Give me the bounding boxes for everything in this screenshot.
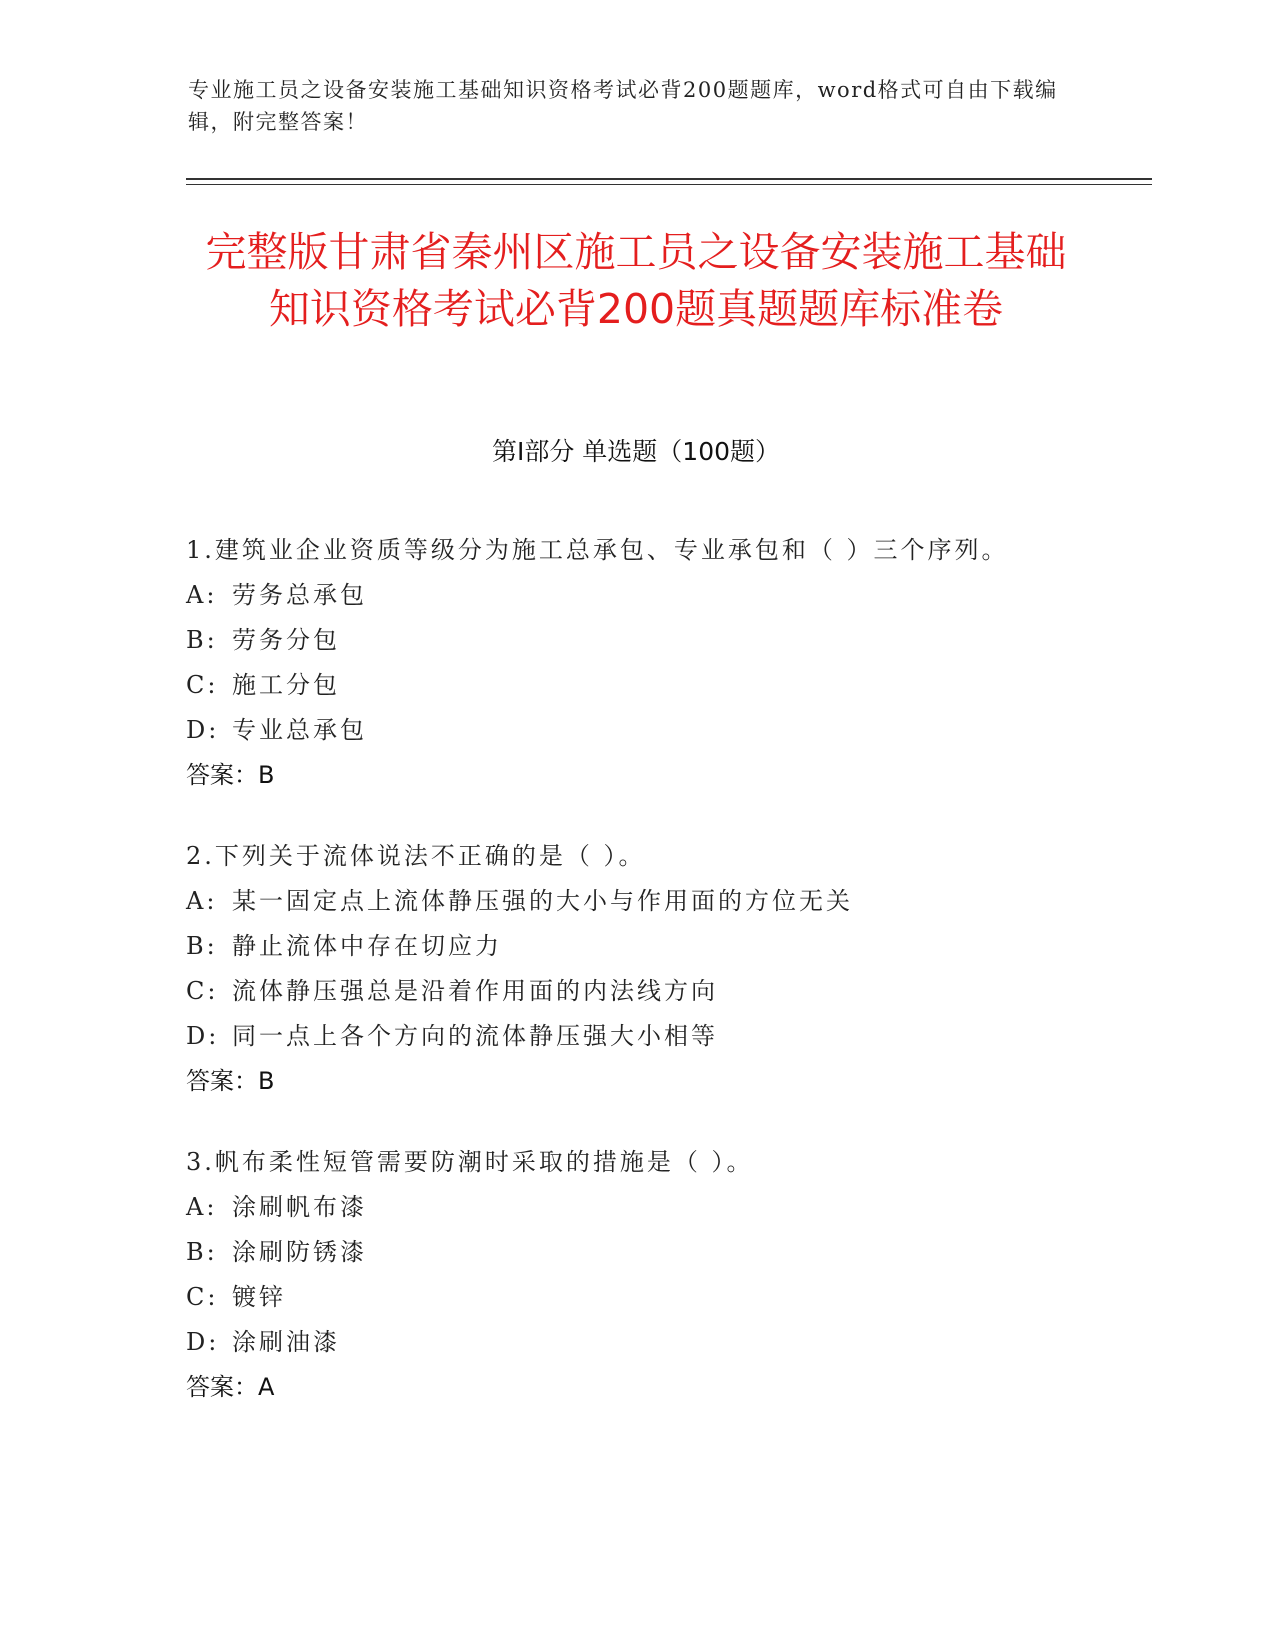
option-letter: D: (186, 1328, 220, 1356)
option-b (186, 618, 1146, 663)
answer: 答案：B (186, 761, 275, 789)
option-text: 同一点上各个方向的流体静压强大小相等 (232, 1022, 718, 1050)
header-rule-thin (186, 184, 1152, 185)
option-c (186, 1275, 1146, 1320)
question-stem: 2.下列关于流体说法不正确的是（ ）。 (186, 842, 646, 870)
option-text: 专业总承包 (232, 716, 367, 744)
option-letter: B: (186, 626, 218, 654)
option-letter: C: (186, 977, 219, 1005)
option-b (186, 1230, 1146, 1275)
question-2 (186, 834, 1146, 1104)
option-letter: A: (186, 887, 218, 915)
option-letter: C: (186, 1283, 219, 1311)
option-a (186, 573, 1146, 618)
section-heading: 第Ⅰ部分 单选题（100题） (491, 437, 781, 466)
question-1 (186, 528, 1146, 798)
option-letter: B: (186, 1238, 218, 1266)
option-a (186, 879, 1146, 924)
option-letter: C: (186, 671, 219, 699)
question-list (186, 528, 1146, 1446)
answer: 答案：B (186, 1067, 275, 1095)
option-letter: A: (186, 1193, 218, 1221)
option-d (186, 708, 1146, 753)
question-stem: 1.建筑业企业资质等级分为施工总承包、专业承包和（ ）三个序列。 (186, 536, 1009, 564)
answer: 答案：A (186, 1373, 275, 1401)
option-text: 镀锌 (232, 1283, 286, 1311)
option-a (186, 1185, 1146, 1230)
option-b (186, 924, 1146, 969)
option-letter: B: (186, 932, 218, 960)
question-3 (186, 1140, 1146, 1410)
option-d (186, 1320, 1146, 1365)
option-text: 涂刷防锈漆 (232, 1238, 367, 1266)
option-text: 某一固定点上流体静压强的大小与作用面的方位无关 (232, 887, 853, 915)
option-text: 劳务总承包 (232, 581, 367, 609)
question-stem: 3.帆布柔性短管需要防潮时采取的措施是（ ）。 (186, 1148, 754, 1176)
option-text: 涂刷油漆 (232, 1328, 340, 1356)
option-text: 流体静压强总是沿着作用面的内法线方向 (232, 977, 718, 1005)
option-text: 劳务分包 (232, 626, 340, 654)
document-title: 完整版甘肃省秦州区施工员之设备安装施工基础知识资格考试必背200题真题题库标准卷 (205, 228, 1067, 333)
option-text: 涂刷帆布漆 (232, 1193, 367, 1221)
option-c (186, 663, 1146, 708)
option-letter: D: (186, 716, 220, 744)
option-c (186, 969, 1146, 1014)
option-text: 施工分包 (232, 671, 340, 699)
header-note: 专业施工员之设备安装施工基础知识资格考试必背200题题库，word格式可自由下载编辑，附完整答案！ (188, 78, 1058, 134)
option-letter: D: (186, 1022, 220, 1050)
header-rule-thick (186, 178, 1152, 180)
option-text: 静止流体中存在切应力 (232, 932, 502, 960)
option-d (186, 1014, 1146, 1059)
option-letter: A: (186, 581, 218, 609)
